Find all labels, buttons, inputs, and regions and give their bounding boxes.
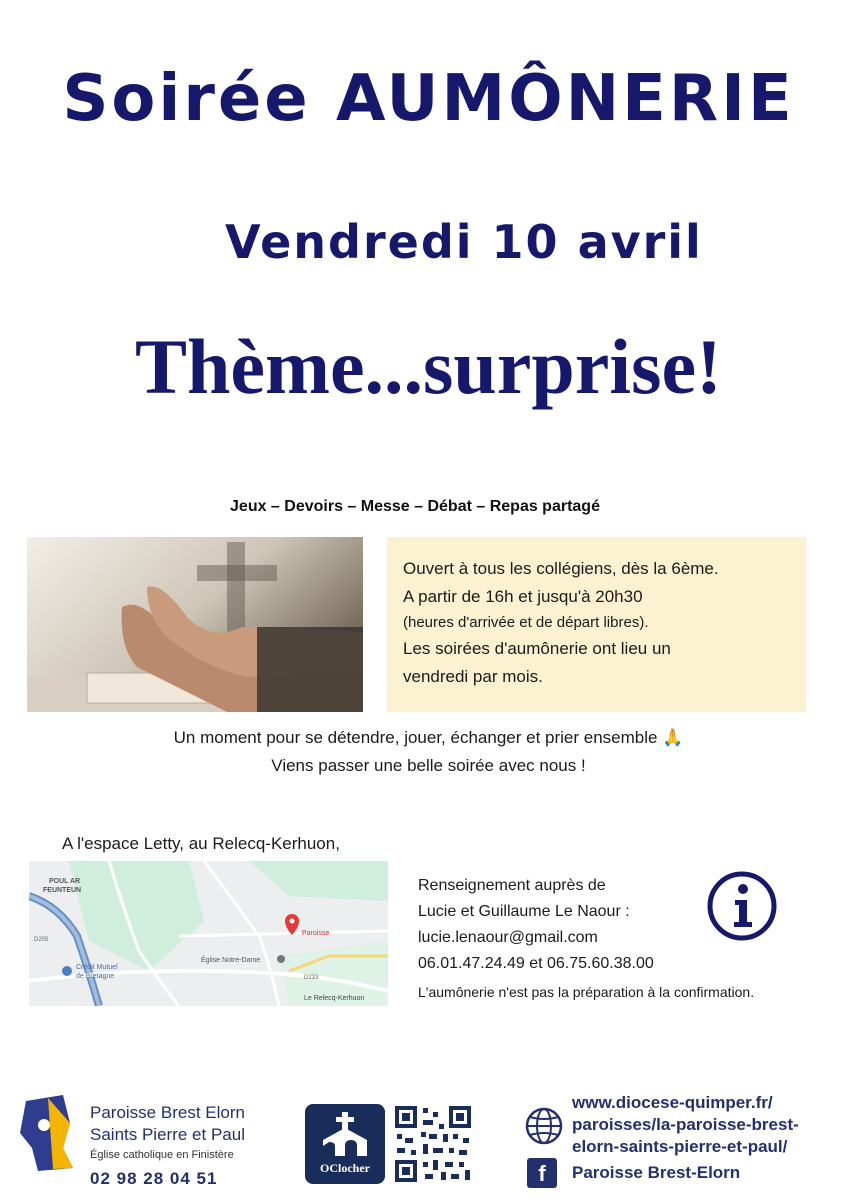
parish-info — [90, 1102, 245, 1190]
parish-subtitle: Église catholique en Finistère — [90, 1149, 234, 1161]
map-label-road: D205 — [34, 937, 49, 943]
app-name: OClocher — [320, 1161, 370, 1175]
parish-phone[interactable]: 02 98 28 04 51 — [90, 1169, 218, 1188]
info-icon — [706, 870, 778, 942]
location-text: A l'espace Letty, au Relecq-Kerhuon, — [62, 834, 340, 853]
facebook-page[interactable]: Paroisse Brest-Elorn — [572, 1163, 741, 1182]
location-map[interactable] — [29, 861, 388, 1006]
contact-email[interactable]: lucie.lenaour@gmail.com — [418, 929, 598, 946]
contact-phones[interactable]: 06.01.47.24.49 et 06.75.60.38.00 — [418, 955, 654, 972]
info-audience: Ouvert à tous les collégiens, dès la 6ème. — [403, 559, 719, 578]
map-label-feunteun: FEUNTEUN — [43, 887, 82, 894]
invitation-line-2: Viens passer une belle soirée avec nous ! — [271, 756, 586, 775]
info-hours-note: (heures d'arrivée et de départ libres). — [403, 614, 649, 631]
map-label-credit: Crédit Mutuel — [76, 964, 118, 971]
invitation-text — [0, 724, 857, 780]
website-url[interactable] — [572, 1092, 799, 1158]
qr-code[interactable] — [393, 1104, 473, 1184]
map-label-relecq: Le Relecq-Kerhuon — [304, 995, 365, 1002]
parish-logo — [18, 1093, 80, 1173]
info-hours: A partir de 16h et jusqu'à 20h30 — [403, 587, 643, 606]
globe-icon — [524, 1106, 564, 1146]
map-label-d: D233 — [304, 975, 319, 981]
invitation-line-1: Un moment pour se détendre, jouer, échanger et prier ensemble — [173, 728, 658, 747]
info-box — [387, 537, 806, 712]
url-line-1: www.diocese-quimper.fr/ — [572, 1093, 773, 1112]
praying-hands-photo — [27, 537, 363, 712]
event-title: Soirée AUMÔNERIE — [62, 62, 795, 136]
parish-name-line-2: Saints Pierre et Paul — [90, 1125, 245, 1144]
confirmation-note: L'aumônerie n'est pas la préparation à la confirmation. — [418, 984, 755, 1000]
event-theme: Thème...surprise! — [134, 323, 723, 410]
contact-block — [418, 873, 754, 1005]
contact-line-1: Renseignement auprès de — [418, 877, 606, 894]
map-label-eglise: Église Notre-Dame — [201, 957, 261, 964]
map-label-poul: POUL AR — [49, 878, 81, 885]
contact-names: Lucie et Guillaume Le Naour : — [418, 903, 630, 920]
praying-hands-emoji: 🙏 — [662, 728, 684, 747]
map-label-paroisse: Paroisse — [302, 930, 330, 937]
map-label-credit-2: de Bretagne — [76, 973, 115, 980]
facebook-icon[interactable]: f — [527, 1158, 557, 1188]
url-line-2: paroisses/la-paroisse-brest- — [572, 1115, 799, 1134]
activities-list: Jeux – Devoirs – Messe – Débat – Repas partagé — [230, 498, 600, 515]
info-frequency-2: vendredi par mois. — [403, 667, 543, 686]
info-frequency: Les soirées d'aumônerie ont lieu un — [403, 639, 671, 658]
parish-name-line-1: Paroisse Brest Elorn — [90, 1103, 245, 1122]
event-date: Vendredi 10 avril — [225, 215, 703, 269]
url-line-3: elorn-saints-pierre-et-paul/ — [572, 1137, 788, 1156]
